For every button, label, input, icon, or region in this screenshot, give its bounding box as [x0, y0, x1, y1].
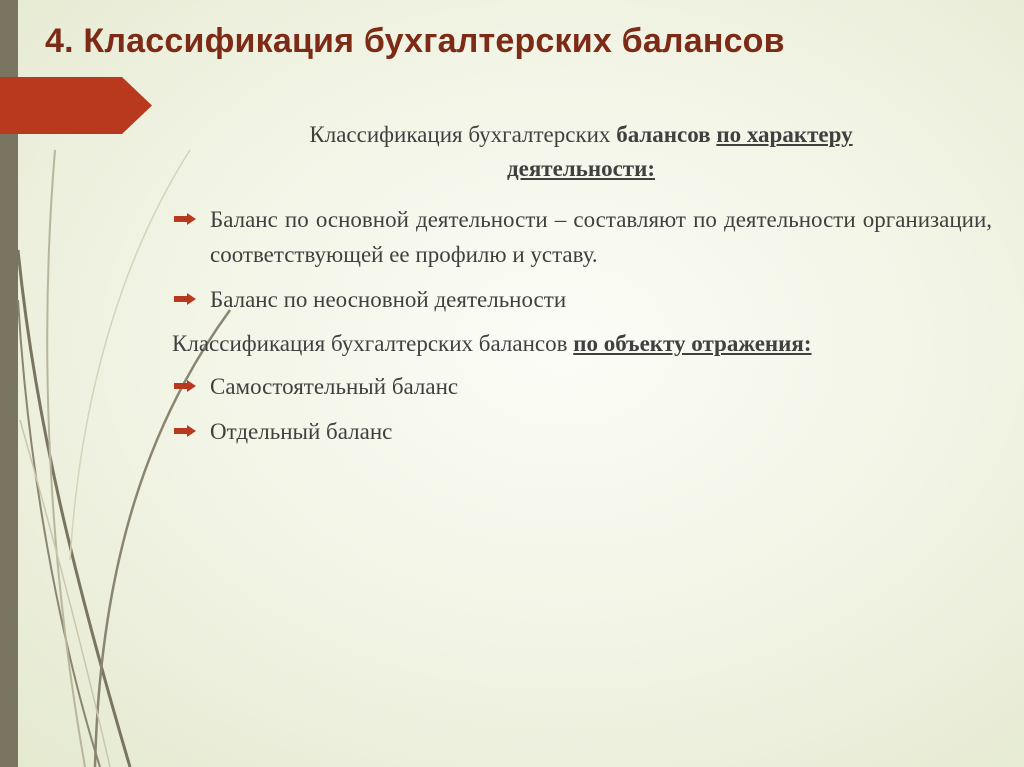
arrow-banner [0, 77, 152, 134]
slide-content [170, 118, 992, 459]
bullet-text: Баланс по основной деятельности – составляют по деятельности организации, соответствующей ее профилю и уставу. [210, 207, 992, 267]
bullet-text: Отдельный баланс [210, 419, 393, 444]
arrow-bullet-icon [170, 282, 210, 316]
list-item [170, 282, 992, 317]
heading-plain-text: Классификация бухгалтерских балансов [172, 331, 574, 356]
arrow-bullet-icon [170, 202, 210, 236]
heading-bold-text: балансов [616, 122, 711, 147]
list-item [170, 202, 992, 272]
list-item [170, 414, 992, 449]
slide-title: 4. Классификация бухгалтерских балансов [45, 22, 785, 60]
list-item [170, 369, 992, 404]
arrow-bullet-icon [170, 414, 210, 448]
arrow-bullet-icon [170, 369, 210, 403]
bullet-text: Баланс по неосновной деятельности [210, 287, 567, 312]
classification-heading-activity [170, 118, 992, 186]
bullet-text: Самостоятельный баланс [210, 374, 459, 399]
heading-underlined-text: по характеру деятельности: [506, 122, 853, 181]
classification-heading-object [172, 327, 992, 361]
heading-underlined-text: по объекту отражения: [573, 331, 812, 356]
heading-plain-text: Классификация бухгалтерских [309, 122, 617, 147]
